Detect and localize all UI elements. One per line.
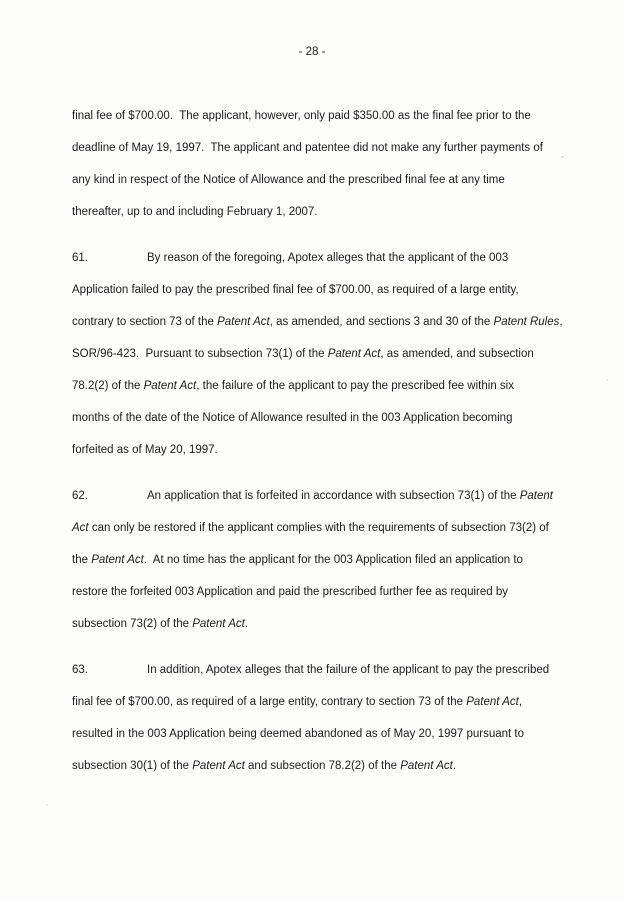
- scan-speck: [606, 379, 608, 381]
- paragraph: [72, 654, 554, 782]
- statute-citation-italic: Patent Act: [192, 760, 245, 772]
- scan-speck: [561, 156, 564, 158]
- text-line: [72, 306, 563, 338]
- paragraph: [72, 242, 563, 466]
- text-run: any kind in respect of the Notice of Allowance and the prescribed final fee at any time: [72, 174, 505, 186]
- statute-citation-italic: Patent Act: [400, 760, 453, 772]
- statute-citation-italic: Act: [72, 522, 89, 534]
- scanned-document-page: [0, 46, 624, 902]
- text-line: [72, 370, 554, 402]
- text-run: can only be restored if the applicant complies with the requirements of subsection 73(2) of: [88, 522, 549, 534]
- text-line: [72, 544, 554, 576]
- paragraph-number: 61.: [72, 252, 88, 264]
- text-run: 78.2(2) of the: [72, 380, 144, 392]
- text-run: Application failed to pay the prescribed final fee of $700.00, as required of a large entity,: [72, 284, 519, 296]
- text-line: [72, 338, 554, 370]
- text-line: [72, 196, 554, 228]
- text-run: final fee of $700.00, as required of a large entity, contrary to section 73 of the: [72, 696, 467, 708]
- text-line: [72, 512, 554, 544]
- text-line: [72, 686, 554, 718]
- statute-citation-italic: Patent Act: [91, 554, 144, 566]
- text-run: contrary to section 73 of the: [72, 316, 218, 328]
- statute-citation-italic: Patent Act: [192, 618, 245, 630]
- text-run: ,: [559, 316, 563, 328]
- text-run: subsection 73(2) of the: [72, 618, 193, 630]
- text-run: , as amended, and subsection: [380, 348, 534, 360]
- text-run: .: [452, 760, 457, 772]
- text-line: [72, 274, 554, 306]
- paragraph: [72, 100, 554, 228]
- text-run: In addition, Apotex alleges that the failure of the applicant to pay the prescribed: [147, 664, 550, 676]
- paragraph-number: 63.: [72, 664, 88, 676]
- text-run: ,: [518, 696, 523, 708]
- text-line: [72, 132, 554, 164]
- text-run: . At no time has the applicant for the 003 Application filed an application to: [143, 554, 523, 566]
- text-line: [72, 654, 554, 686]
- text-run: months of the date of the Notice of Allowance resulted in the 003 Application becoming: [72, 412, 513, 424]
- text-line: [72, 164, 554, 196]
- text-line: [72, 100, 554, 132]
- paragraph: [72, 480, 554, 640]
- text-run: resulted in the 003 Application being deemed abandoned as of May 20, 1997 pursuant to: [72, 728, 525, 740]
- text-run: forfeited as of May 20, 1997.: [72, 444, 218, 456]
- text-run: restore the forfeited 003 Application and paid the prescribed further fee as required by: [72, 586, 508, 598]
- text-run: deadline of May 19, 1997. The applicant and patentee did not make any further payments of: [72, 142, 543, 154]
- text-line: [72, 434, 554, 466]
- statute-citation-italic: Patent Act: [217, 316, 270, 328]
- text-run: final fee of $700.00. The applicant, however, only paid $350.00 as the final fee prior to the: [72, 110, 531, 122]
- text-line: [72, 480, 554, 512]
- text-run: , the failure of the applicant to pay the prescribed fee within six: [196, 380, 514, 392]
- text-line: [72, 576, 554, 608]
- text-run: , as amended, and sections 3 and 30 of the: [269, 316, 494, 328]
- text-line: [72, 242, 554, 274]
- text-line: [72, 750, 554, 782]
- statute-citation-italic: Patent Act: [327, 348, 381, 360]
- text-run: thereafter, up to and including February 1, 2007.: [72, 206, 318, 218]
- text-run: subsection 30(1) of the: [72, 760, 193, 772]
- text-line: [72, 608, 554, 640]
- text-line: [72, 402, 554, 434]
- text-run: An application that is forfeited in accordance with subsection 73(1) of the: [147, 490, 520, 502]
- statute-citation-italic: Patent: [519, 490, 553, 502]
- statute-citation-italic: Patent Rules: [493, 316, 560, 328]
- scan-speck: [46, 804, 48, 806]
- paragraph-number: 62.: [72, 490, 88, 502]
- text-run: the: [72, 554, 92, 566]
- page-number: - 28 -: [298, 46, 326, 58]
- text-line: [72, 718, 554, 750]
- text-run: .: [244, 618, 249, 630]
- statute-citation-italic: Patent Act: [143, 380, 197, 392]
- text-run: SOR/96-423. Pursuant to subsection 73(1) of the: [72, 348, 328, 360]
- text-run: By reason of the foregoing, Apotex alleges that the applicant of the 003: [147, 252, 509, 264]
- document-body: [72, 100, 563, 782]
- statute-citation-italic: Patent Act: [466, 696, 519, 708]
- text-run: and subsection 78.2(2) of the: [244, 760, 401, 772]
